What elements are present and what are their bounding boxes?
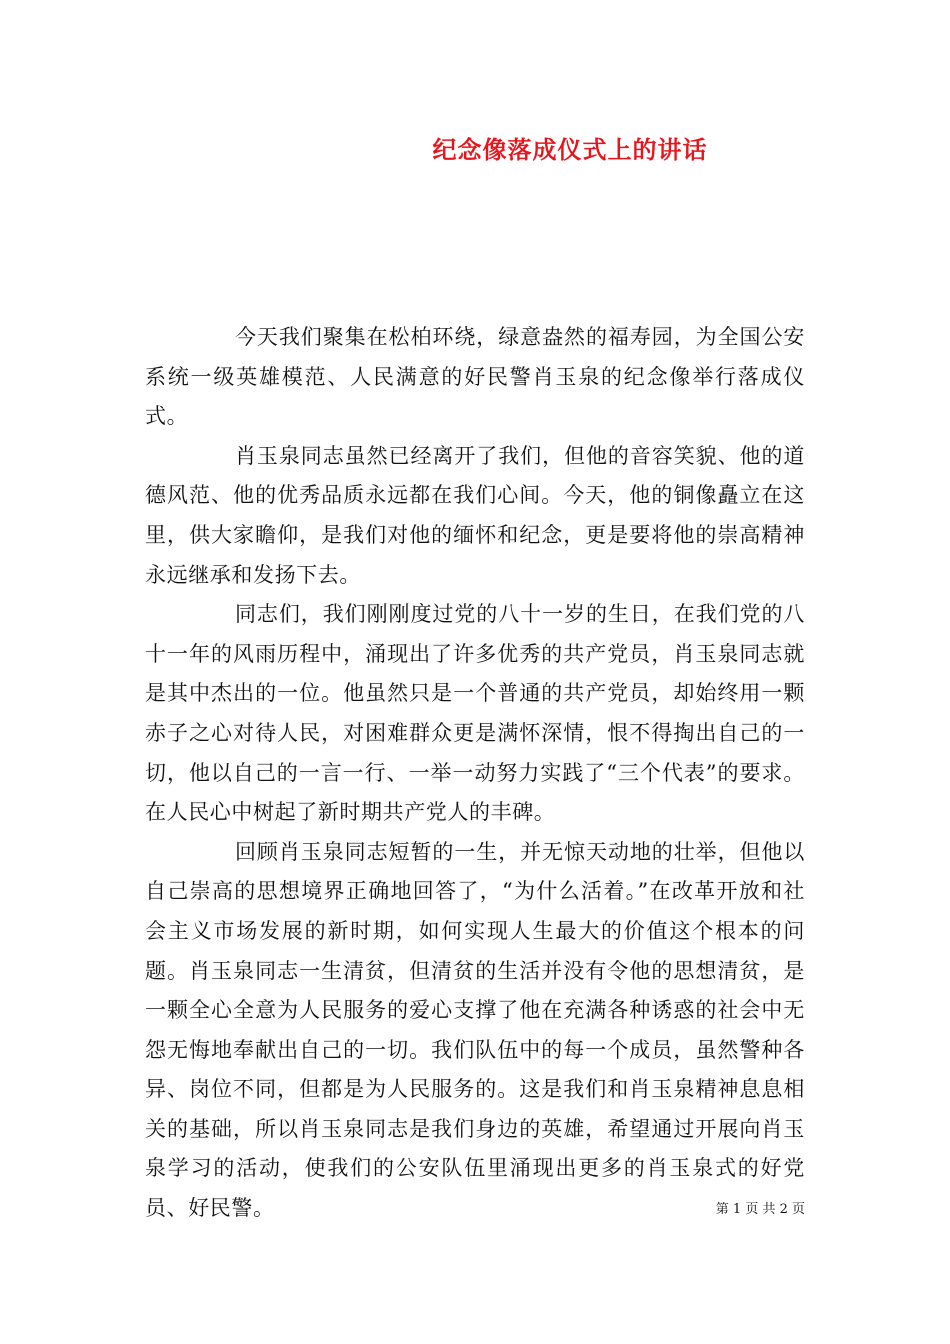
paragraph-1: 今天我们聚集在松柏环绕，绿意盎然的福寿园，为全国公安系统一级英雄模范、人民满意的好民警肖玉泉的纪念像举行落成仪式。 — [145, 325, 805, 429]
paragraph-4: 回顾肖玉泉同志短暂的一生，并无惊天动地的壮举，但他以自己崇高的思想境界正确地回答了，“为什么活着。”在改革开放和社会主义市场发展的新时期，如何实现人生最大的价值这个根本的问题。肖玉泉同志一生清贫，但清贫的生活并没有令他的思想清贫，是一颗全心全意为人民服务的爱心支撑了他在充满各种诱惑的社会中无怨无悔地奉献出自己的一切。我们队伍中的每一个成员，虽然警种各异、岗位不同，但都是为人民服务的。这是我们和肖玉泉精神息息相关的基础，所以肖玉泉同志是我们身边的英雄，希望通过开展向肖玉泉学习的活动，使我们的公安队伍里涌现出更多的肖玉泉式的好党员、好民警。 — [145, 839, 805, 1221]
paragraph-3: 同志们，我们刚刚度过党的八十一岁的生日，在我们党的八十一年的风雨历程中，涌现出了许多优秀的共产党员，肖玉泉同志就是其中杰出的一位。他虽然只是一个普通的共产党员，却始终用一颗赤子之心对待人民，对困难群众更是满怀深情，恨不得掏出自己的一切，他以自己的一言一行、一举一动努力实践了“三个代表”的要求。在人民心中树起了新时期共产党人的丰碑。 — [145, 602, 805, 825]
document-body — [145, 318, 805, 1229]
paragraph-2: 肖玉泉同志虽然已经离开了我们，但他的音容笑貌、他的道德风范、他的优秀品质永远都在我们心间。今天，他的铜像矗立在这里，供大家瞻仰，是我们对他的缅怀和纪念，更是要将他的崇高精神永远继承和发扬下去。 — [145, 443, 805, 587]
document-title: 纪念像落成仪式上的讲话 — [432, 135, 708, 164]
page-number-footer: 第 1 页 共 2 页 — [715, 1202, 805, 1217]
